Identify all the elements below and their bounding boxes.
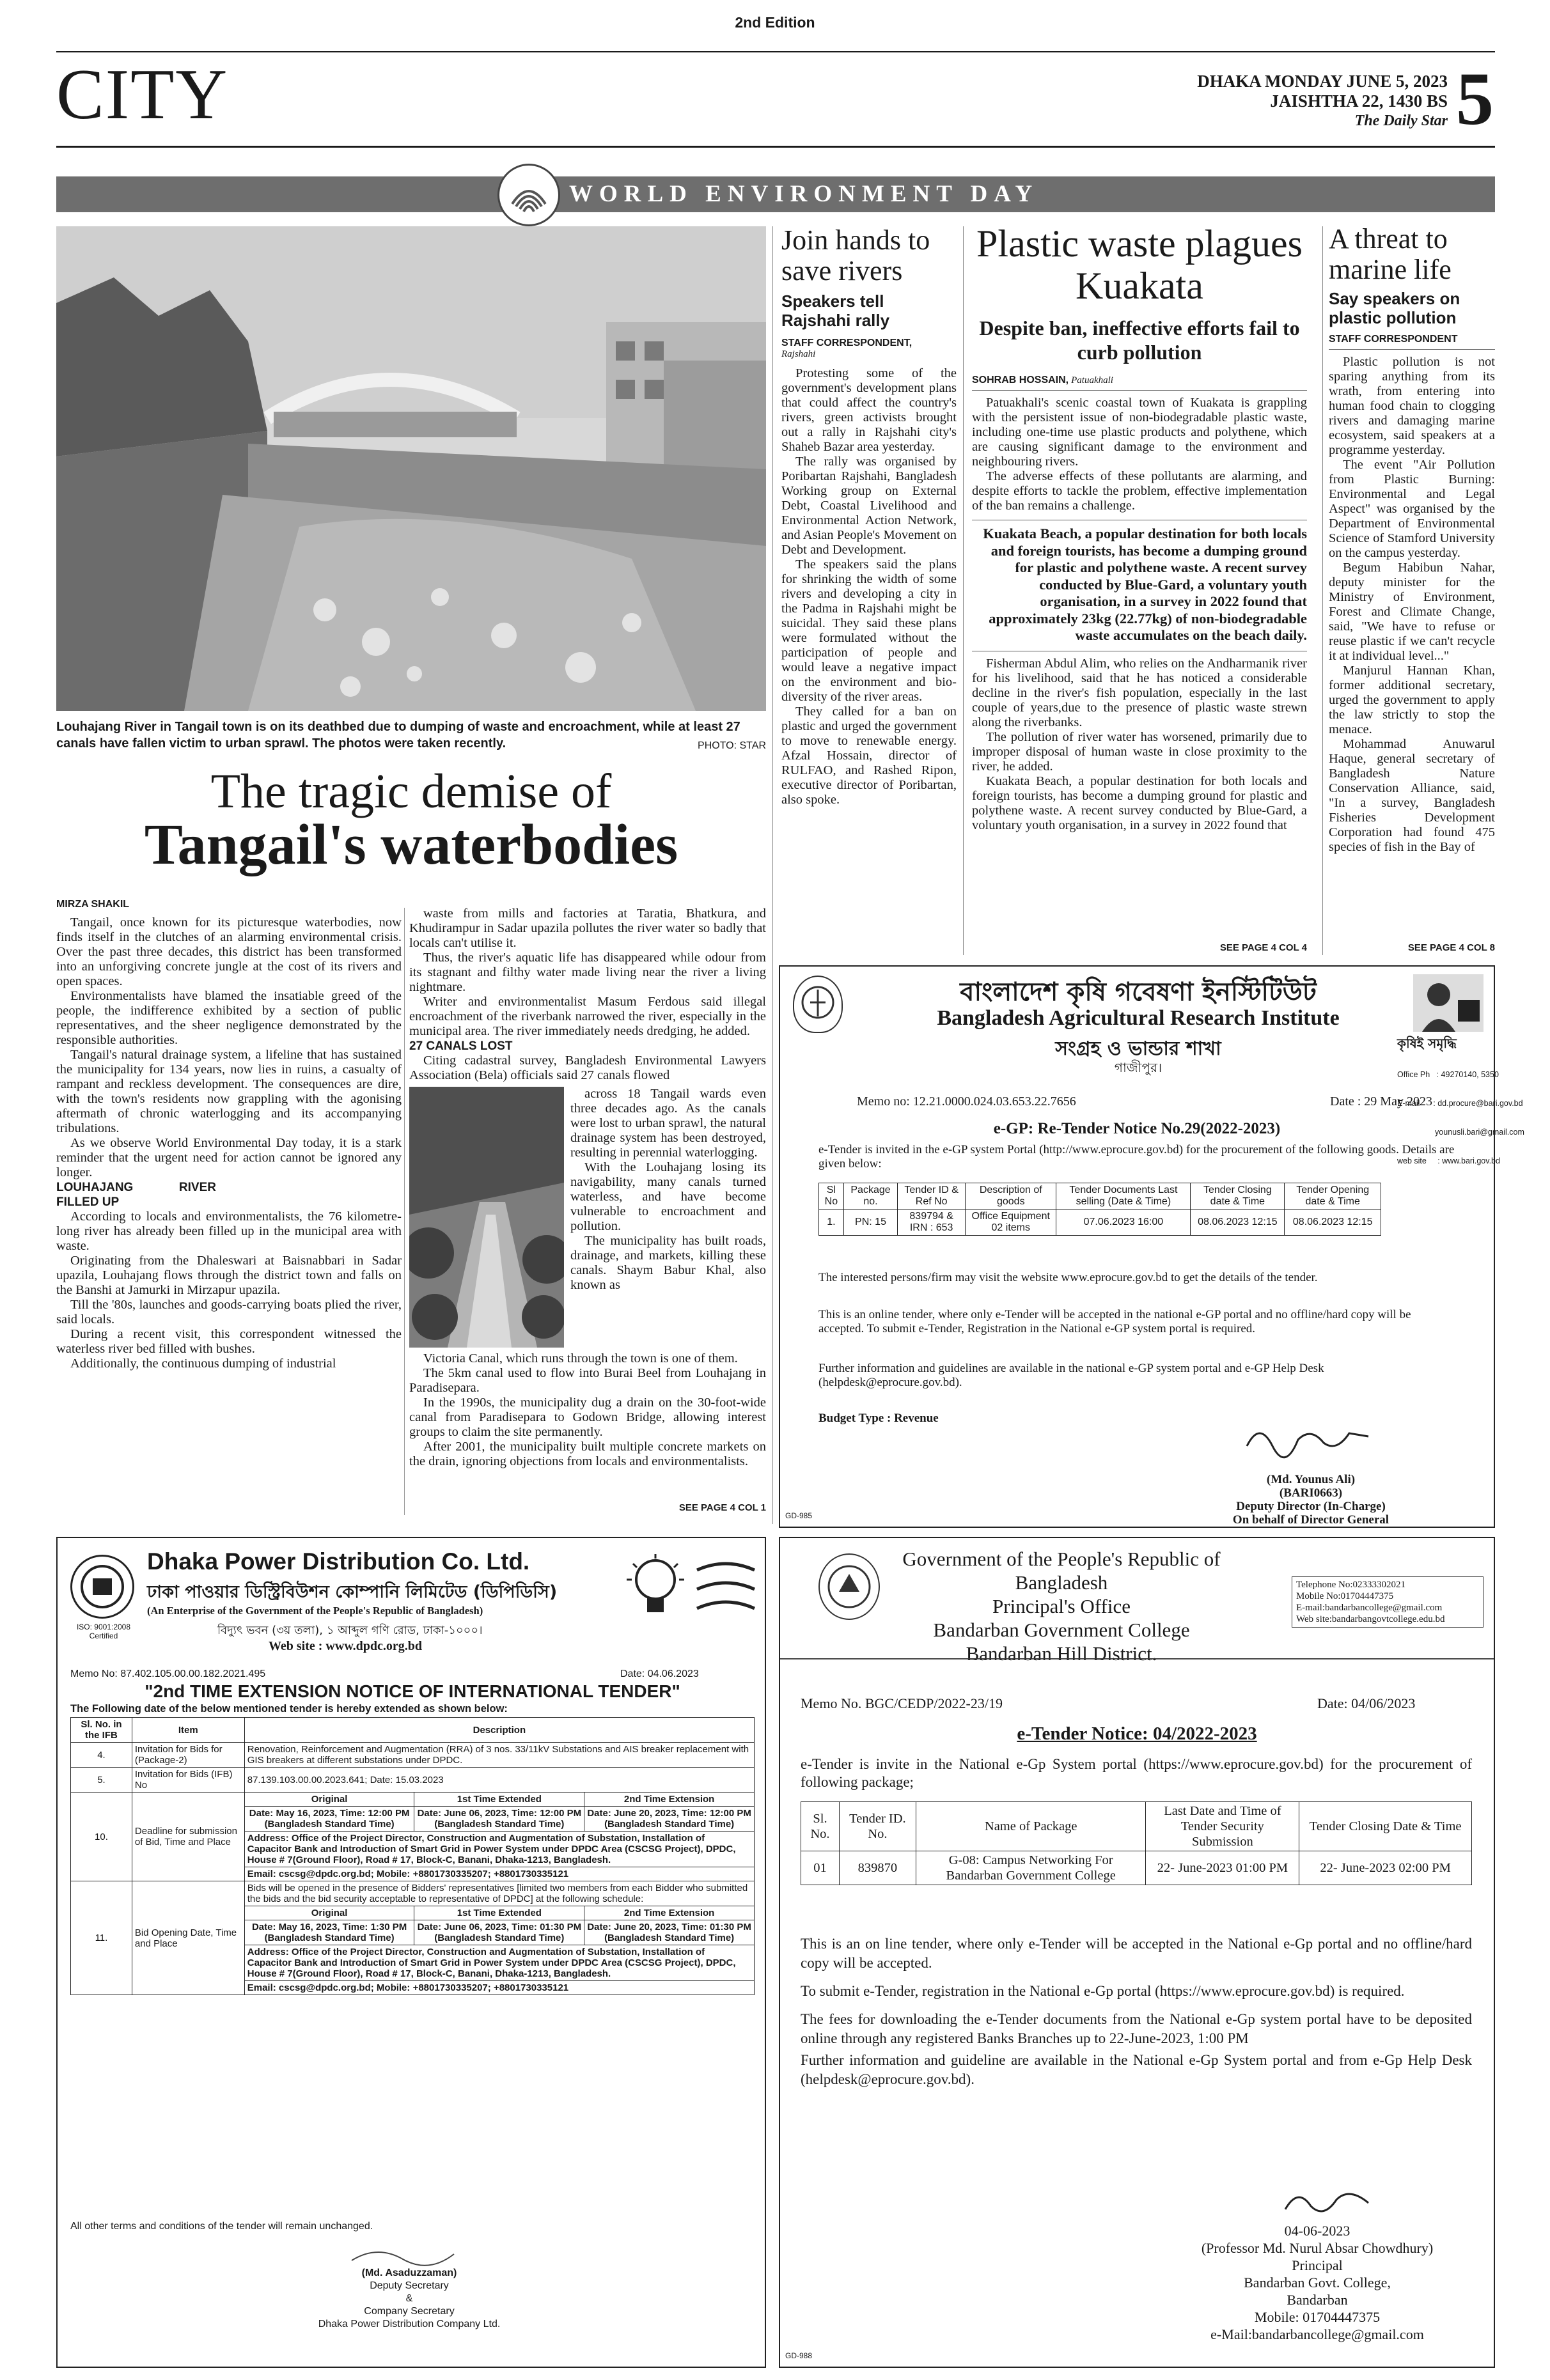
table-row [71, 1793, 755, 1807]
table-cell: 22- June-2023 01:00 PM [1146, 1851, 1299, 1885]
sign-name: (Md. Asaduzzaman) [361, 2267, 457, 2278]
paragraph: The municipality has built roads, drainage, and markets, killing these canals. Shaym Babur Khal, also known as [570, 1234, 766, 1292]
column-rule [1322, 226, 1323, 955]
main-story-col2 [409, 906, 766, 1083]
paragraph: During a recent visit, this correspondent witnessed the waterless river bed filled with bushes. [56, 1327, 402, 1356]
rivers-headline: Join hands to save rivers [781, 224, 930, 286]
paragraph: Fisherman Abdul Alim, who relies on the Andharmanik river for his livelihood, said that he has noticed a considerable decline in the river's fish population, especially in the last couple of years,due to the presence of plastic waste strewn along the riverbanks. [972, 656, 1307, 729]
paragraph: across 18 Tangail wards even three decades ago. As the canals were lost to urban sprawl, the natural drainage system has been destroyed, resulting in perennial waterlogging. [570, 1087, 766, 1160]
dpdc-title-bn: ঢাকা পাওয়ার ডিস্ট্রিবিউশন কোম্পানি লিমিটেড (ডিপিডিসি) [147, 1582, 558, 1602]
contact-line: Telephone No:02333302021 [1296, 1580, 1406, 1590]
rivers-dateline: Rajshahi [781, 349, 816, 359]
kuakata-headline: Plastic waste plagues Kuakata [976, 222, 1303, 307]
dpdc-date: Date: 04.06.2023 [620, 1668, 699, 1679]
main-byline: MIRZA SHAKIL [56, 899, 130, 910]
table-cell: Date: June 20, 2023, Time: 01:30 PM (Bangladesh Standard Time) [584, 1920, 755, 1945]
page-number: 5 [1456, 57, 1494, 141]
paragraph: waste from mills and factories at Taratia, Bhatkura, and Khudirampur in Sadar upazila pollutes the river water so badly that locals can't utilise it. [409, 906, 766, 950]
table-header: Last Date and Time of Tender Security Submission [1146, 1802, 1299, 1851]
table-cell: Date: May 16, 2023, Time: 12:00 PM (Bangladesh Standard Time) [244, 1807, 414, 1832]
paragraph: Tangail's natural drainage system, a lifeline that has sustained the municipality for 134 years, now lies in ruins, a casualty of rampant and reckless development. The consequences are dire, with the town's residents now grappling with the agonising aftermath of chronic waterlogging and its accompanying tribulations. [56, 1048, 402, 1135]
column-rule [404, 908, 405, 1515]
dpdc-memo: Memo No: 87.402.105.00.00.182.2021.495 [70, 1668, 266, 1679]
table-cell: Invitation for Bids for (Package-2) [132, 1743, 244, 1768]
table-cell: 01 [801, 1851, 840, 1885]
bulb-icon [620, 1551, 691, 1621]
paragraph: As we observe World Environmental Day today, it is a stark reminder that the urgent need for action cannot be ignored any longer. [56, 1136, 402, 1179]
banner-title: WORLD ENVIRONMENT DAY [569, 181, 1039, 207]
sign-title: Deputy Director (In-Charge) [1236, 1500, 1386, 1513]
table-cell: Renovation, Reinforcement and Augmentation (RRA) of 3 nos. 33/11kV Substations and AIS breaker replacement with GIS breakers at different substations under DPDC. [244, 1743, 754, 1768]
column-rule [772, 226, 773, 1524]
paragraph: Thus, the river's aquatic life has disappeared while odour from its stagnant and filthy water made living near the river a living nightmare. [409, 951, 766, 994]
section-title: CITY [56, 55, 229, 134]
table-cell: Date: May 16, 2023, Time: 1:30 PM (Bangladesh Standard Time) [244, 1920, 414, 1945]
table-cell: 11. [71, 1881, 132, 1995]
college-logo-icon [818, 1553, 880, 1620]
table-cell: Deadline for submission of Bid, Time and Place [132, 1793, 244, 1881]
sign-title: Bandarban Govt. College, [1244, 2275, 1391, 2291]
signature-image [1279, 2184, 1381, 2222]
ad-code: GD-988 [785, 2351, 813, 2360]
bari-tender-ad [779, 965, 1524, 1528]
bari-title-en: Bangladesh Agricultural Research Institute [937, 1006, 1340, 1030]
sign-id: (BARI0663) [1279, 1486, 1343, 1500]
paragraph: Victoria Canal, which runs through the town is one of them. [423, 1351, 738, 1365]
table-header: Tender Closing date & Time [1191, 1183, 1285, 1209]
table-cell: 1. [819, 1209, 844, 1236]
table-header: Item [132, 1718, 244, 1743]
paragraph: The speakers said the plans for shrinking the width of some rivers and developing a city in the Padma in Rajshahi might be suicidal. They said these plans were formulated without the participation of people and would leave a negative impact on the environment and bio-diversity of the river areas. [781, 557, 957, 704]
kuakata-body [972, 657, 1307, 833]
main-photo-caption: Louhajang River in Tangail town is on its deathbed due to dumping of waste and encroachment, while at least 27 canals have fallen victim to urban sprawl. The photos were taken recently. [56, 720, 740, 751]
dpdc-footer: All other terms and conditions of the tender will remain unchanged. [70, 2221, 373, 2232]
paragraph: The 5km canal used to flow into Burai Beel from Louhajang in Paradisepara. [409, 1366, 766, 1395]
table-header: Sl No [819, 1183, 844, 1209]
dpdc-title: Dhaka Power Distribution Co. Ltd. [147, 1548, 530, 1575]
table-header: Original [244, 1906, 414, 1920]
contact-line: Office Ph : 49270140, 5350 [1397, 1070, 1499, 1079]
table-header: Tender Opening date & Time [1285, 1183, 1381, 1209]
table-cell: Date: June 20, 2023, Time: 12:00 PM (Bangladesh Standard Time) [584, 1807, 755, 1832]
bangla-date: JAISHTHA 22, 1430 BS [1270, 91, 1448, 111]
table-header: Package no. [843, 1183, 898, 1209]
dpdc-tender-table [70, 1717, 755, 1995]
bari-place: গাজীপুর। [1114, 1060, 1162, 1075]
table-cell: Bid Opening Date, Time and Place [132, 1881, 244, 1995]
table-header: Description of goods [966, 1183, 1056, 1209]
sign-date: 04-06-2023 [1284, 2223, 1350, 2239]
marine-headline: A threat to marine life [1329, 223, 1452, 285]
paragraph: In the 1990s, the municipality dug a drain on the 30-foot-wide canal from Paradisepara to Godown Bridge, allowing interest groups to claim the site permanently. [409, 1396, 766, 1439]
table-header: 1st Time Extended [414, 1906, 584, 1920]
rivers-story [781, 225, 957, 807]
paper-logo: The Daily Star [1354, 113, 1448, 129]
kuakata-intro [972, 396, 1307, 513]
dpdc-tender-ad [56, 1537, 766, 2368]
table-cell: 22- June-2023 02:00 PM [1299, 1851, 1472, 1885]
table-cell: Date: June 06, 2023, Time: 01:30 PM (Bangladesh Standard Time) [414, 1920, 584, 1945]
paragraph: Begum Habibun Nahar, deputy minister for the Ministry of Environment, Forest and Climate Change, said, "We have to refuse or reuse plastic if we can't recycle it at individual level..." [1329, 561, 1495, 663]
table-row [819, 1209, 1381, 1236]
paragraph: They called for a ban on plastic and urged the government to move to renewable energy. Afzal Hossain, director of RULFAO, and Rashed Ripon, executive director of Poribartan, also spoke. [781, 704, 957, 807]
paragraph: With the Louhajang losing its navigability, many canals turned waterless, and have become vulnerable to encroachment and pollution. [570, 1160, 766, 1233]
table-header: Original [244, 1793, 414, 1807]
paragraph: This is an on line tender, where only e-Tender will be accepted in the National e-Gp portal and no offline/hard copy will be accepted. [801, 1936, 1472, 1971]
continued-label: SEE PAGE 4 COL 4 [1219, 942, 1307, 953]
bari-memo: Memo no: 12.21.0000.024.03.653.22.7656 [857, 1094, 1076, 1108]
table-header: 2nd Time Extension [584, 1793, 755, 1807]
table-header: Tender Documents Last selling (Date & Time) [1056, 1183, 1191, 1209]
table-cell: Office Equipment 02 items [966, 1209, 1056, 1236]
sign-title: Company Secretary [364, 2306, 455, 2317]
headline-line-1: The tragic demise of [210, 765, 612, 818]
paragraph: Manjurul Hannan Khan, former additional secretary, urged the government to apply the law strictly to stop the menace. [1329, 664, 1495, 736]
table-header: Sl. No. [801, 1802, 840, 1851]
college-signature-block [1138, 2222, 1496, 2343]
header-line: Bandarban Hill District. [966, 1642, 1157, 1665]
paragraph: Till the '80s, launches and goods-carrying boats plied the river, said locals. [56, 1298, 402, 1326]
table-header: Name of Package [916, 1802, 1146, 1851]
college-memo: Memo No. BGC/CEDP/2022-23/19 [801, 1695, 1003, 1711]
table-header: Tender Closing Date & Time [1299, 1802, 1472, 1851]
table-cell: 4. [71, 1743, 132, 1768]
iso-label: ISO: 9001:2008 Certified [76, 1622, 131, 1640]
paragraph: Protesting some of the government's development plans that could affect the country's rivers, green activists brought out a rally in Rajshahi city's Shaheb Bazar area yesterday. [781, 366, 957, 454]
dpdc-website: Web site : www.dpdc.org.bd [269, 1639, 423, 1653]
table-header-row [801, 1802, 1472, 1851]
table-cell: 87.139.103.00.00.2023.641; Date: 15.03.2023 [244, 1768, 754, 1793]
header-line: Government of the People's Republic of Bangladesh [902, 1548, 1221, 1594]
marine-story [1329, 224, 1495, 855]
table-cell: 10. [71, 1793, 132, 1881]
table-row [801, 1851, 1472, 1885]
college-intro: e-Tender is invite in the National e-Gp System portal (https://www.eprocure.gov.bd) for the procurement of following package; [801, 1756, 1472, 1790]
paragraph: Originating from the Dhaleswari at Baisnabbari in Sadar upazila, Louhajang flows through the district town and falls on the Banshi at Jamurki in Mirzapur upazila. [56, 1254, 402, 1297]
table-header: Tender ID & Ref No [898, 1183, 966, 1209]
paragraph: The pollution of river water has worsened, primarily due to improper disposal of human waste in close proximity to the river, he added. [972, 729, 1307, 774]
dpdc-subtitle: (An Enterprise of the Government of the People's Republic of Bangladesh) [147, 1605, 483, 1617]
table-header: Tender ID. No. [839, 1802, 916, 1851]
paragraph: Writer and environmentalist Masum Ferdous said illegal encroachment of the riverbank narrowed the river, especially in the municipal area. The river immediately needs dredging, he added. [409, 995, 766, 1038]
masthead-rule [56, 146, 1495, 148]
paragraph: The adverse effects of these pollutants are alarming, and despite efforts to tackle the problem, effective implementation of the ban remains a challenge. [972, 469, 1307, 513]
header-line: Principal's Office [992, 1595, 1131, 1617]
table-cell: 08.06.2023 12:15 [1285, 1209, 1381, 1236]
kuakata-pullquote: Kuakata Beach, a popular destination for both locals and foreign tourists, has become a dumping ground for plastic and polythene waste. A recent survey conducted by Blue-Gard, a voluntary youth organisation, in a survey in 2022 found that approximately 23kg (22.77kg) of non-biodegradable waste accumulates on the beach daily. [983, 525, 1307, 643]
bari-date: Date : 29 May 2023 [1330, 1094, 1432, 1108]
sign-title: Principal [1292, 2257, 1343, 2273]
paragraph: Mohammad Anuwarul Haque, general secretary of Bangladesh Nature Conservation Alliance, said, "In a survey, Bangladesh Fisheries Development Corporation had found 475 species of fish in the Bay of [1329, 737, 1495, 854]
paragraph: Further information and guideline are available in the National e-Gp System portal and from e-Gp Help Desk (helpdesk@eprocure.gov.bd). [801, 2052, 1472, 2087]
signature-image [1241, 1414, 1375, 1465]
louhajang-river-photo [56, 226, 766, 711]
rivers-byline: STAFF CORRESPONDENT, [781, 338, 912, 348]
sign-title: Deputy Secretary [370, 2280, 449, 2291]
photo-credit: PHOTO: STAR [698, 740, 766, 751]
subhead: 27 CANALS LOST [409, 1039, 513, 1053]
kuakata-subhead: Despite ban, ineffective efforts fail to curb pollution [979, 316, 1300, 364]
marine-byline: STAFF CORRESPONDENT [1329, 334, 1495, 350]
rivers-subhead: Speakers tell Rajshahi rally [781, 292, 890, 330]
date-block [1197, 72, 1448, 131]
header-line: Bandarban Government College [933, 1619, 1190, 1641]
table-cell: Invitation for Bids (IFB) No [132, 1768, 244, 1793]
main-headline [56, 765, 766, 876]
dpdc-notice-sub: The Following date of the below mentioned tender is hereby extended as shown below: [70, 1703, 508, 1715]
sign-behalf: On behalf of Director General [1232, 1513, 1390, 1527]
table-header: 2nd Time Extension [584, 1906, 755, 1920]
kuakata-dateline: Patuakhali [1071, 375, 1113, 385]
kuakata-story [972, 222, 1307, 833]
sign-name: (Md. Younus Ali) [1266, 1473, 1356, 1486]
bari-budget: Budget Type : Revenue [818, 1412, 939, 1425]
table-header: 1st Time Extended [414, 1793, 584, 1807]
table-cell: Email: cscsg@dpdc.org.bd; Mobile: +8801730335207; +8801730335121 [244, 1867, 754, 1881]
dpdc-notice-title: "2nd TIME EXTENSION NOTICE OF INTERNATIONAL TENDER" [145, 1681, 680, 1701]
table-header-row [71, 1718, 755, 1743]
marine-body [1329, 355, 1495, 855]
table-cell: Address: Office of the Project Director, Construction and Augmentation of Substation, Installation of Capacitor Bank and Introduction of Smart Grid in Power System under DPDC Area (CSCSG Project), DPDC, House # 7(Ground Floor), Road # 17, Block-C, Banani, Dhaka-1213, Bangladesh. [244, 1832, 754, 1867]
paragraph: Kuakata Beach, a popular destination for both locals and foreign tourists, has become a dumping ground for plastic and polythene waste. A recent survey conducted by Blue-Gard, a voluntary youth organisation, in a survey in 2022 found that [972, 774, 1307, 832]
top-rule [56, 51, 1495, 52]
headline-line-2: Tangail's waterbodies [144, 813, 678, 876]
contact-line: E-mail:bandarbancollege@gmail.com [1296, 1603, 1443, 1613]
paragraph: According to locals and environmentalists, the 76 kilometre-long river has already been filled up in the municipal area with waste. [56, 1209, 402, 1253]
paragraph: The event "Air Pollution from Plastic Burning: Environmental and Legal Aspect" was organised by the Department of Environmental Science of Stamford University on the campus yesterday. [1329, 458, 1495, 560]
edition-label: 2nd Edition [735, 14, 815, 31]
sign-title: Mobile: 01704447375 [1254, 2309, 1381, 2325]
table-cell: Date: June 06, 2023, Time: 12:00 PM (Bangladesh Standard Time) [414, 1807, 584, 1832]
subhead: LOUHAJANG RIVER FILLED UP [56, 1181, 216, 1209]
paragraph: The rally was organised by Poribartan Rajshahi, Bangladesh Working group on External Debt, Coastal Livelihood and Environmental Action Network, and Asian People's Movement on Debt and Development. [781, 455, 957, 557]
contact-line: younusli.bari@gmail.com [1397, 1128, 1524, 1137]
bari-branch: সংগ্রহ ও ভান্ডার শাখা [1055, 1038, 1221, 1060]
canal-photo [409, 1087, 564, 1348]
contact-line: web site : www.bari.gov.bd [1397, 1156, 1500, 1165]
sign-title: & [405, 2293, 413, 2304]
bari-intro: e-Tender is invited in the e-GP system Portal (http://www.eprocure.gov.bd) for the procurement of the following goods. Details are given below: [818, 1143, 1455, 1171]
bari-title-bn: বাংলাদেশ কৃষি গবেষণা ইনস্টিটিউট [960, 977, 1317, 1007]
table-row [71, 1743, 755, 1768]
table-cell: 07.06.2023 16:00 [1056, 1209, 1191, 1236]
college-notice-title: e-Tender Notice: 04/2022-2023 [1017, 1723, 1257, 1744]
bari-line-2: This is an online tender, where only e-Tender will be accepted in the national e-GP portal and no offline/hard copy will be accepted. To submit e-Tender, Registration in the National e-GP system portal is required. [818, 1308, 1411, 1335]
table-cell: 08.06.2023 12:15 [1191, 1209, 1285, 1236]
contact-line: Web site:bandarbangovtcollege.edu.bd [1296, 1614, 1445, 1624]
signature-image [326, 2241, 480, 2267]
divider [780, 1658, 1494, 1660]
table-cell: 839794 & IRN : 653 [898, 1209, 966, 1236]
date-line: DHAKA MONDAY JUNE 5, 2023 [1197, 72, 1448, 91]
college-body [801, 1934, 1472, 2089]
sign-name: (Professor Md. Nurul Absar Chowdhury) [1201, 2240, 1434, 2256]
kuakata-byline: SOHRAB HOSSAIN, [972, 375, 1069, 385]
paragraph: Plastic pollution is not sparing anything from its wrath, from entering into human food chain to clogging rivers and damaging marine ecosystem, said speakers at a programme yesterday. [1329, 355, 1495, 457]
continued-label: SEE PAGE 4 COL 1 [678, 1502, 766, 1513]
table-header-row [819, 1183, 1381, 1209]
main-story-col2d [409, 1351, 766, 1469]
paragraph: To submit e-Tender, registration in the National e-Gp portal (https://www.eprocure.gov.bd) is required. [801, 1983, 1405, 1999]
contact-line: E-mail : dd.procure@bari.gov.bd [1397, 1099, 1523, 1108]
dpdc-signature-block [269, 2267, 550, 2331]
table-cell: PN: 15 [843, 1209, 898, 1236]
rivers-body [781, 366, 957, 807]
sign-title: Dhaka Power Distribution Company Ltd. [318, 2319, 501, 2329]
table-cell: Bids will be opened in the presence of Bidders' representatives [limited two members from each Bidder who submitted the bids and the bid security acceptable to representative of DPDC] at the following schedule: [244, 1881, 754, 1906]
dpdc-slogan-image [691, 1557, 761, 1621]
dpdc-address-bn: বিদ্যুৎ ভবন (৩য় তলা), ১ আব্দুল গণি রোড, ঢাকা-১০০০। [217, 1624, 483, 1637]
college-date: Date: 04/06/2023 [1317, 1695, 1416, 1711]
continued-label: SEE PAGE 4 COL 8 [1407, 942, 1495, 953]
paragraph: The fees for downloading the e-Tender documents from the National e-Gp system portal have to be deposited online through any registered Banks Branches up to 22-June-2023, 1:00 PM [801, 2011, 1472, 2046]
table-cell: 5. [71, 1768, 132, 1793]
environment-day-logo-icon [497, 164, 560, 226]
bari-notice-title: e-GP: Re-Tender Notice No.29(2022-2023) [993, 1120, 1281, 1137]
main-story-col1 [56, 915, 402, 1371]
bari-slogan: কৃষিই সমৃদ্ধি [1397, 1036, 1457, 1051]
marine-subhead: Say speakers on plastic pollution [1329, 289, 1460, 327]
column-rule [963, 226, 964, 955]
table-header: Sl. No. in the IFB [71, 1718, 132, 1743]
bari-line-1: The interested persons/firm may visit the website www.eprocure.gov.bd to get the details of the tender. [818, 1271, 1318, 1284]
college-tender-ad [779, 1537, 1495, 2368]
table-row [71, 1881, 755, 1906]
contact-line: Mobile No:01704447375 [1296, 1591, 1394, 1601]
paragraph: After 2001, the municipality built multiple concrete markets on the drain, ignoring objections from locals and environmentalists. [409, 1440, 766, 1468]
paragraph: Additionally, the continuous dumping of industrial [70, 1357, 336, 1371]
dpdc-logo-icon [70, 1555, 134, 1619]
table-cell: Address: Office of the Project Director, Construction and Augmentation of Substation, Installation of Capacitor Bank and Introduction of Smart Grid in Power System under DPDC Area (CSCSG Project), DPDC, House # 7(Ground Floor), Road # 17, Block-C, Banani, Dhaka-1213, Bangladesh. [244, 1945, 754, 1981]
sign-title: e-Mail:bandarbancollege@gmail.com [1210, 2326, 1424, 2342]
college-header [882, 1547, 1241, 1665]
paragraph: Tangail, once known for its picturesque waterbodies, now finds itself in the clutches of an alarming environmental crisis. Over the past three decades, this district has been transformed into an unforgiving concrete jungle at the cost of its rivers and open spaces. [56, 915, 402, 988]
table-cell: 839870 [839, 1851, 916, 1885]
bari-tender-table [818, 1183, 1381, 1236]
table-row [71, 1768, 755, 1793]
bari-logo-icon [793, 976, 843, 1033]
paragraph: Citing cadastral survey, Bangladesh Environmental Lawyers Association (Bela) officials said 27 canals flowed [409, 1054, 766, 1082]
paragraph: Patuakhali's scenic coastal town of Kuakata is grappling with the persistent issue of non-biodegradable plastic waste, including one-time use plastic products and polythene, which are causing significant damage to the environment and neighbouring rivers. [972, 396, 1307, 469]
table-cell: Email: cscsg@dpdc.org.bd; Mobile: +8801730335207; +8801730335121 [244, 1981, 754, 1995]
sign-title: Bandarban [1287, 2292, 1348, 2308]
table-header: Description [244, 1718, 754, 1743]
paragraph: Environmentalists have blamed the insatiable greed of the people, the indifference exhibited by a section of public representatives, and the sheer negligence demonstrated by the responsible authorities. [56, 989, 402, 1047]
college-contact-box [1292, 1576, 1483, 1628]
bari-signature-block [1177, 1473, 1445, 1527]
main-story-col2c [570, 1087, 766, 1293]
college-tender-table [801, 1801, 1472, 1885]
bari-portrait-image [1413, 974, 1483, 1032]
table-cell: G-08: Campus Networking For Bandarban Government College [916, 1851, 1146, 1885]
ad-code: GD-985 [785, 1511, 813, 1520]
bari-line-3: Further information and guidelines are available in the national e-GP system portal and e-GP Help Desk (helpdesk@eprocure.gov.bd). [818, 1362, 1324, 1389]
